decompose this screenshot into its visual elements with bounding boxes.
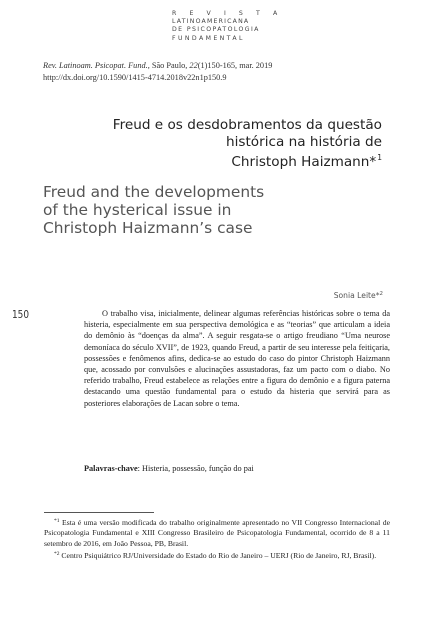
masthead-line-latinoamericana: LATINOAMERICANA	[172, 18, 250, 26]
article-title-portuguese	[42, 117, 382, 171]
footnote-2	[44, 549, 390, 561]
doi-link[interactable]: http://dx.doi.org/10.1590/1415-4714.2018v22n1p150.9	[43, 73, 227, 82]
author-byline	[334, 291, 383, 300]
footnote-1-mark: *1	[54, 518, 60, 524]
title-en-line-2: of the hysterical issue in	[43, 201, 232, 220]
footnote-1-text: Esta é uma versão modificada do trabalho originalmente apresentado no VII Congresso Internacional de Psicopatologia Fundamental e XIII Congresso Brasileiro de Psicopatologia Fundamental, ocorrido de 8 a 11 setembro de 2016, em João Pessoa, PB, Brasil.	[44, 518, 390, 548]
citation-volume: 22	[189, 61, 198, 70]
author-footnote-mark[interactable]: 2	[379, 291, 383, 297]
citation-block	[43, 60, 403, 84]
article-title-english	[43, 183, 383, 238]
footnotes-block	[44, 516, 390, 561]
keywords-label: Palavras-chave	[84, 464, 138, 473]
title-pt-line-3-text: Christoph Haizmann*	[231, 154, 377, 170]
journal-masthead	[172, 10, 283, 43]
footnote-1	[44, 516, 390, 549]
title-pt-line-3	[42, 150, 382, 171]
footnote-2-text: Centro Psiquiátrico RJ/Universidade do Estado do Rio de Janeiro – UERJ (Rio de Janeiro, RJ, Brasil).	[59, 550, 377, 560]
keywords-line	[84, 463, 390, 474]
footnote-divider	[44, 512, 154, 513]
citation-issue-pages: (1)150-165, mar. 2019	[197, 61, 273, 70]
author-name: Sonia Leite*	[333, 291, 380, 300]
masthead-line-fundamental: FUNDAMENTAL	[172, 34, 245, 42]
footnote-2-mark: *2	[54, 550, 60, 557]
keywords-values: : Histeria, possessão, função do pai	[137, 464, 254, 473]
masthead-line-revista: R E V I S T A	[172, 10, 283, 17]
page-number: 150	[12, 309, 30, 321]
title-pt-line-2: histórica na história de	[225, 133, 382, 150]
citation-journal: Rev. Latinoam. Psicopat. Fund.	[43, 61, 148, 70]
title-en-line-3: Christoph Haizmann’s case	[43, 219, 253, 238]
title-en-line-1: Freud and the developments	[43, 183, 265, 201]
abstract-paragraph: O trabalho visa, inicialmente, delinear algumas referências históricas sobre o tema da histeria, especialmente em sua perspectiva demológica e as “teorias” que articulam a ideia do demônio às “doenças da alma”. A seguir resgata-se o artigo freudiano “Uma neurose demoníaca do século XVII”, de 1923, quando Freud, a partir de seu interesse pela feitiçaria, possessões e fenômenos afins, dedica-se ao estudo do caso do pintor Christoph Haizmann que, acossado por convulsões e alucinações assustadoras, faz um pacto com o diabo. No referido trabalho, Freud estabelece as relações entre a figura do demônio e a figura paterna destacando uma questão fundamental para o estudo da histeria que servirá para as posteriores elaborações de Lacan sobre o tema.	[84, 309, 390, 408]
masthead-line-psicopatologia: DE PSICOPATOLOGIA	[172, 26, 260, 34]
title-pt-line-1: Freud e os desdobramentos da questão	[112, 117, 382, 133]
title-footnote-mark[interactable]: 1	[377, 153, 382, 162]
citation-location: , São Paulo,	[147, 61, 190, 70]
